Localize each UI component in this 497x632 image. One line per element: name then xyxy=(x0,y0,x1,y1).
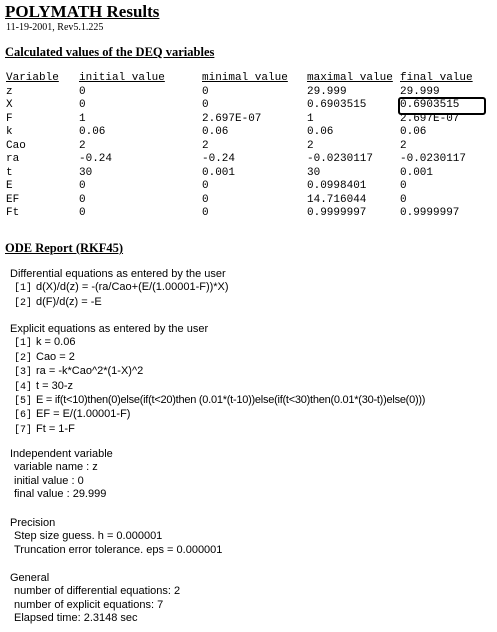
explicit-eq-section xyxy=(10,323,425,437)
date-version: 11-19-2001, Rev5.1.225 xyxy=(6,22,104,33)
value-cell: 0.06 xyxy=(400,126,427,138)
table-row xyxy=(6,126,490,140)
equation-number: [2] xyxy=(14,352,33,364)
equation-number: [6] xyxy=(14,410,33,422)
info-line: initial value : 0 xyxy=(14,474,84,487)
value-cell: -0.0230117 xyxy=(307,153,374,165)
equation-line xyxy=(10,380,425,394)
info-line: number of differential equations: 2 xyxy=(14,585,181,598)
value-cell: 0 xyxy=(79,85,86,98)
equation-line xyxy=(10,336,425,350)
value-cell: 0.9999997 xyxy=(307,207,367,219)
value-cell: 0 xyxy=(400,193,407,206)
value-cell: 0.9999997 xyxy=(400,207,460,219)
variable-name-cell: Cao xyxy=(6,139,26,152)
value-cell: 0 xyxy=(79,207,86,219)
info-line: variable name : z xyxy=(14,461,98,474)
equation-number: [5] xyxy=(14,396,33,408)
info-line: Truncation error tolerance. eps = 0.000001 xyxy=(14,543,223,556)
col-header: maximal value xyxy=(307,72,393,84)
value-cell: 0.6903515 xyxy=(400,99,460,111)
table-header-row xyxy=(6,72,490,86)
table-row xyxy=(6,167,490,181)
table-row xyxy=(6,207,490,221)
value-cell: 30 xyxy=(79,166,93,179)
value-cell: 0 xyxy=(400,180,407,192)
deo-table xyxy=(6,72,490,221)
equation-number: [2] xyxy=(14,297,33,309)
table-row xyxy=(6,180,490,194)
variable-name-cell: Ft xyxy=(6,207,20,219)
equation-text: E = if(t<10)then(0)else(if(t<20)then (0.01*(t-10))else(if(t<30)then(0.01*(30-t))else(0))) xyxy=(36,394,426,407)
value-cell: 0.001 xyxy=(400,166,434,179)
variable-name-cell: E xyxy=(6,180,13,192)
general-section xyxy=(10,572,180,626)
section-title: Differential equations as entered by the user xyxy=(10,268,226,280)
value-cell: 0 xyxy=(202,85,209,98)
equation-text: t = 30-z xyxy=(36,379,73,392)
value-cell: 1 xyxy=(307,112,314,125)
equation-text: d(X)/d(z) = -(ra/Cao+(E/(1.00001-F))*X) xyxy=(36,281,229,294)
info-line: Elapsed time: 2.3148 sec xyxy=(14,612,138,625)
variable-name-cell: z xyxy=(6,85,13,98)
value-cell: 2 xyxy=(400,139,407,152)
value-cell: 2.697E-07 xyxy=(400,112,460,125)
variable-name-cell: EF xyxy=(6,193,20,206)
equation-text: EF = E/(1.00001-F) xyxy=(36,408,131,421)
value-cell: 2 xyxy=(79,139,86,152)
value-cell: 0 xyxy=(202,180,209,192)
diff-eq-section xyxy=(10,268,229,310)
value-cell: 2 xyxy=(307,139,314,152)
equation-line xyxy=(10,351,425,365)
col-header: Variable xyxy=(6,72,59,84)
value-cell: -0.0230117 xyxy=(400,153,467,165)
equation-line xyxy=(10,281,229,295)
value-cell: 0 xyxy=(202,193,209,206)
variable-name-cell: F xyxy=(6,112,13,125)
value-cell: 0.0998401 xyxy=(307,180,367,192)
value-cell: 0 xyxy=(79,180,86,192)
variable-name-cell: X xyxy=(6,99,13,111)
section-title: Explicit equations as entered by the user xyxy=(10,323,209,335)
value-cell: 29.999 xyxy=(307,85,347,98)
value-cell: 14.716044 xyxy=(307,193,367,206)
info-line: final value : 29.999 xyxy=(14,488,107,501)
variable-name-cell: t xyxy=(6,166,13,179)
equation-line xyxy=(10,394,425,408)
precision-section xyxy=(10,517,222,557)
equation-number: [3] xyxy=(14,367,33,379)
value-cell: 30 xyxy=(307,166,321,179)
info-line: Step size guess. h = 0.000001 xyxy=(14,530,163,543)
page-title: POLYMATH Results xyxy=(5,2,160,21)
equation-line xyxy=(10,423,425,437)
equation-text: k = 0.06 xyxy=(36,336,76,349)
equation-text: Cao = 2 xyxy=(36,350,75,363)
info-line: number of explicit equations: 7 xyxy=(14,598,164,611)
table-row xyxy=(6,194,490,208)
value-cell: 0 xyxy=(79,193,86,206)
ode-heading: ODE Report (RKF45) xyxy=(5,241,124,255)
col-header: initial value xyxy=(79,72,165,84)
equation-number: [7] xyxy=(14,424,33,436)
table-row xyxy=(6,140,490,154)
equation-line xyxy=(10,296,229,310)
value-cell: 0.6903515 xyxy=(307,99,367,111)
value-cell: 2.697E-07 xyxy=(202,112,262,125)
equation-number: [1] xyxy=(14,283,33,295)
section-title: General xyxy=(10,572,50,584)
final-value-circle-mark xyxy=(398,97,486,115)
value-cell: 29.999 xyxy=(400,85,440,98)
section-title: Precision xyxy=(10,517,56,529)
independent-variable-section xyxy=(10,448,113,502)
col-header: final value xyxy=(400,72,473,84)
equation-line xyxy=(10,365,425,379)
section-title: Independent variable xyxy=(10,448,113,460)
deo-heading: Calculated values of the DEQ variables xyxy=(5,45,215,59)
value-cell: 0.06 xyxy=(307,126,334,138)
value-cell: 2 xyxy=(202,139,209,152)
value-cell: 0 xyxy=(79,99,86,111)
value-cell: 0.06 xyxy=(202,126,229,138)
equation-number: [4] xyxy=(14,381,33,393)
value-cell: -0.24 xyxy=(79,153,113,165)
value-cell: 1 xyxy=(79,112,86,125)
table-row xyxy=(6,153,490,167)
value-cell: 0.06 xyxy=(79,126,106,138)
value-cell: 0 xyxy=(202,99,209,111)
equation-text: d(F)/d(z) = -E xyxy=(36,295,102,308)
col-header: minimal value xyxy=(202,72,288,84)
equation-number: [1] xyxy=(14,338,33,350)
equation-line xyxy=(10,408,425,422)
equation-text: ra = -k*Cao^2*(1-X)^2 xyxy=(36,365,144,378)
variable-name-cell: k xyxy=(6,126,13,138)
value-cell: 0.001 xyxy=(202,166,236,179)
equation-text: Ft = 1-F xyxy=(36,422,75,435)
variable-name-cell: ra xyxy=(6,153,20,165)
value-cell: -0.24 xyxy=(202,153,236,165)
value-cell: 0 xyxy=(202,207,209,219)
